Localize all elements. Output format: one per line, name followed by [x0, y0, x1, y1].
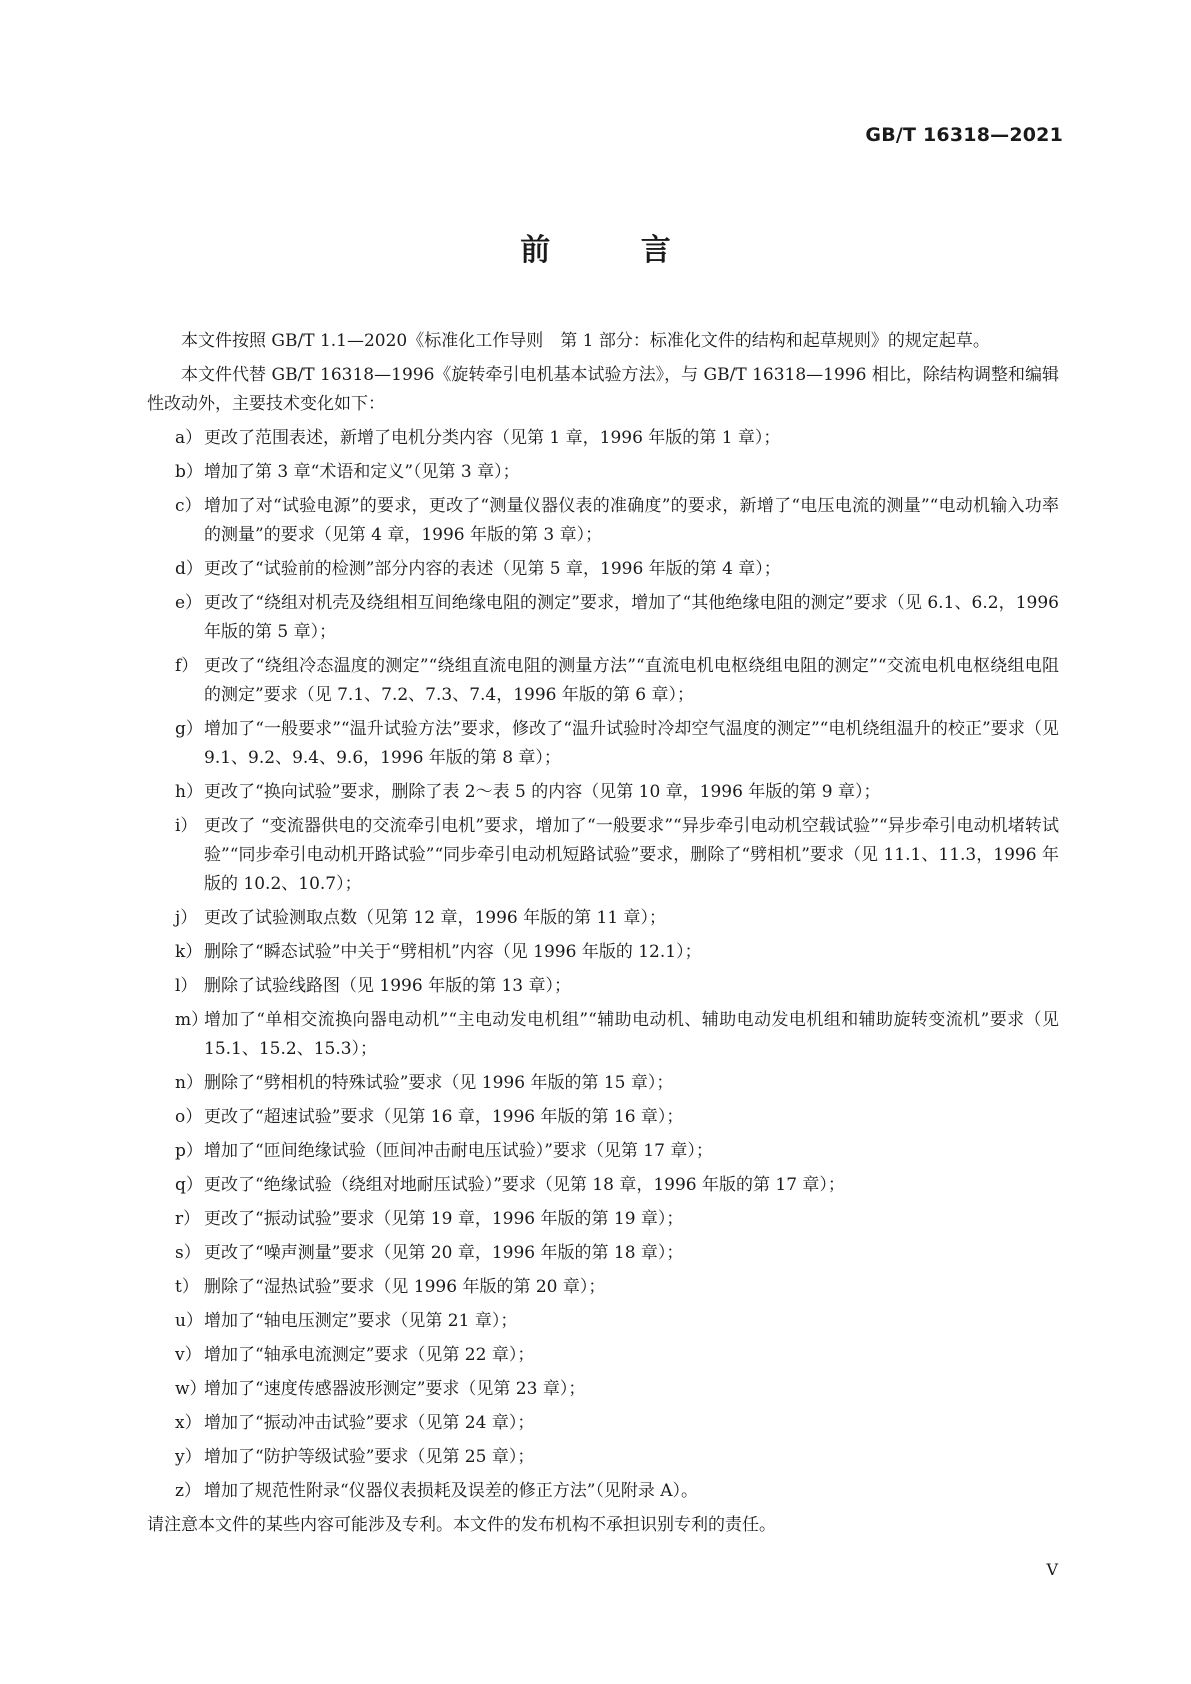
list-item-text: 更改了“超速试验”要求（见第 16 章，1996 年版的第 16 章）； — [204, 1107, 684, 1127]
page-number: V — [1046, 1560, 1058, 1579]
list-item-marker: n） — [175, 1073, 203, 1093]
list-item-marker: a） — [175, 428, 203, 448]
list-item-marker: y） — [175, 1447, 202, 1467]
list-item — [147, 1069, 1059, 1098]
list-item-marker: e） — [175, 593, 203, 613]
list-item-marker: x） — [175, 1413, 202, 1433]
list-item — [147, 458, 1059, 487]
list-item-marker: t） — [175, 1277, 199, 1297]
patent-note: 请注意本文件的某些内容可能涉及专利。本文件的发布机构不承担识别专利的责任。 — [147, 1515, 776, 1535]
list-item-text: 增加了规范性附录“仪器仪表损耗及误差的修正方法”（见附录 A）。 — [204, 1481, 699, 1501]
changes-list — [147, 424, 1059, 1506]
list-item — [147, 1443, 1059, 1472]
list-item — [147, 1205, 1059, 1234]
list-item-marker: c） — [175, 496, 202, 516]
intro-paragraph-1: 本文件按照 GB/T 1.1—2020《标准化工作导则 第 1 部分：标准化文件的结构和起草规则》的规定起草。 — [181, 331, 990, 351]
list-item — [147, 589, 1059, 647]
list-item — [147, 652, 1059, 710]
list-item-marker: u） — [175, 1311, 203, 1331]
list-item-text: 更改了“绝缘试验（绕组对地耐压试验）”要求（见第 18 章，1996 年版的第 17 章）； — [204, 1175, 845, 1195]
list-item-marker: m） — [175, 1010, 209, 1030]
list-item — [147, 1307, 1059, 1336]
list-item-text: 更改了“试验前的检测”部分内容的表述（见第 5 章，1996 年版的第 4 章）； — [204, 559, 781, 579]
list-item — [147, 972, 1059, 1001]
list-item-marker: i） — [175, 816, 198, 836]
list-item — [147, 1409, 1059, 1438]
standard-code: GB/T 16318—2021 — [865, 124, 1063, 146]
list-item-text: 增加了“防护等级试验”要求（见第 25 章）； — [204, 1447, 535, 1467]
list-item-text: 删除了“瞬态试验”中关于“劈相机”内容（见 1996 年版的 12.1）； — [204, 942, 702, 962]
list-item-text: 增加了第 3 章“术语和定义”（见第 3 章）； — [204, 462, 520, 482]
list-item — [147, 715, 1059, 773]
list-item — [147, 492, 1059, 550]
list-item-text: 更改了“噪声测量”要求（见第 20 章，1996 年版的第 18 章）； — [204, 1243, 684, 1263]
list-item — [147, 1006, 1059, 1064]
list-item — [147, 812, 1059, 899]
intro-paragraph-2: 本文件代替 GB/T 16318—1996《旋转牵引电机基本试验方法》，与 GB/T 16318—1996 相比，除结构调整和编辑性改动外，主要技术变化如下： — [147, 365, 1059, 414]
list-item-text: 更改了“换向试验”要求，删除了表 2～表 5 的内容（见第 10 章，1996 年版的第 9 章）； — [204, 782, 881, 802]
list-item-text: 增加了“匝间绝缘试验（匝间冲击耐电压试验）”要求（见第 17 章）； — [204, 1141, 713, 1161]
list-item — [147, 1171, 1059, 1200]
list-item-marker: w） — [175, 1379, 207, 1399]
list-item-marker: l） — [175, 976, 198, 996]
list-item — [147, 1375, 1059, 1404]
list-item — [147, 1477, 1059, 1506]
list-item-text: 增加了“一般要求”“温升试验方法”要求，修改了“温升试验时冷却空气温度的测定”“电机绕组温升的校正”要求（见 9.1、9.2、9.4、9.6，1996 年版的第 8 章）； — [204, 719, 1059, 768]
list-item-marker: k） — [175, 942, 203, 962]
list-item — [147, 1137, 1059, 1166]
list-item-marker: p） — [175, 1141, 203, 1161]
list-item-marker: h） — [175, 782, 203, 802]
list-item-marker: b） — [175, 462, 203, 482]
list-item-text: 增加了“轴承电流测定”要求（见第 22 章）； — [204, 1345, 535, 1365]
list-item-text: 更改了试验测取点数（见第 12 章，1996 年版的第 11 章）； — [204, 908, 667, 928]
list-item-text: 更改了“振动试验”要求（见第 19 章，1996 年版的第 19 章）； — [204, 1209, 684, 1229]
list-item-marker: j） — [175, 908, 198, 928]
list-item — [147, 778, 1059, 807]
list-item-text: 更改了范围表述，新增了电机分类内容（见第 1 章，1996 年版的第 1 章）； — [204, 428, 781, 448]
list-item — [147, 938, 1059, 967]
list-item-text: 增加了“轴电压测定”要求（见第 21 章）； — [204, 1311, 518, 1331]
list-item-marker: z） — [175, 1481, 201, 1501]
list-item-marker: o） — [175, 1107, 203, 1127]
list-item-text: 删除了试验线路图（见 1996 年版的第 13 章）； — [204, 976, 572, 996]
list-item-text: 删除了“劈相机的特殊试验”要求（见 1996 年版的第 15 章）； — [204, 1073, 674, 1093]
list-item-marker: r） — [175, 1209, 201, 1229]
list-item-text: 删除了“湿热试验”要求（见 1996 年版的第 20 章）； — [204, 1277, 606, 1297]
list-item — [147, 904, 1059, 933]
list-item — [147, 1239, 1059, 1268]
foreword-body — [147, 327, 1059, 1545]
list-item-marker: v） — [175, 1345, 202, 1365]
list-item-text: 更改了“绕组对机壳及绕组相互间绝缘电阻的测定”要求，增加了“其他绝缘电阻的测定”要求（见 6.1、6.2，1996 年版的第 5 章）； — [204, 593, 1059, 642]
list-item — [147, 1103, 1059, 1132]
list-item-marker: s） — [175, 1243, 201, 1263]
list-item — [147, 424, 1059, 453]
list-item-text: 更改了 “变流器供电的交流牵引电机”要求，增加了“一般要求”“异步牵引电动机空载试验”“异步牵引电动机堵转试验”“同步牵引电动机开路试验”“同步牵引电动机短路试验”要求，删除了“劈相机”要求（见 11.1、11.3，1996 年版的 10.2、10.7）； — [204, 816, 1059, 894]
list-item-marker: d） — [175, 559, 203, 579]
page-title: 前 言 — [520, 233, 711, 268]
list-item-marker: f） — [175, 656, 199, 676]
list-item-text: 增加了“速度传感器波形测定”要求（见第 23 章）； — [204, 1379, 586, 1399]
list-item — [147, 1273, 1059, 1302]
list-item-text: 增加了“振动冲击试验”要求（见第 24 章）； — [204, 1413, 535, 1433]
list-item-marker: g） — [175, 719, 203, 739]
list-item-text: 增加了“单相交流换向器电动机”“主电动发电机组”“辅助电动机、辅助电动发电机组和辅助旋转变流机”要求（见 15.1、15.2、15.3）； — [204, 1010, 1059, 1059]
list-item-text: 增加了对“试验电源”的要求，更改了“测量仪器仪表的准确度”的要求，新增了“电压电流的测量”“电动机输入功率的测量”的要求（见第 4 章，1996 年版的第 3 章）； — [204, 496, 1059, 545]
list-item — [147, 1341, 1059, 1370]
list-item-marker: q） — [175, 1175, 203, 1195]
list-item-text: 更改了“绕组冷态温度的测定”“绕组直流电阻的测量方法”“直流电机电枢绕组电阻的测定”“交流电机电枢绕组电阻的测定”要求（见 7.1、7.2、7.3、7.4，1996 年版的第 6 章）； — [204, 656, 1059, 705]
list-item — [147, 555, 1059, 584]
